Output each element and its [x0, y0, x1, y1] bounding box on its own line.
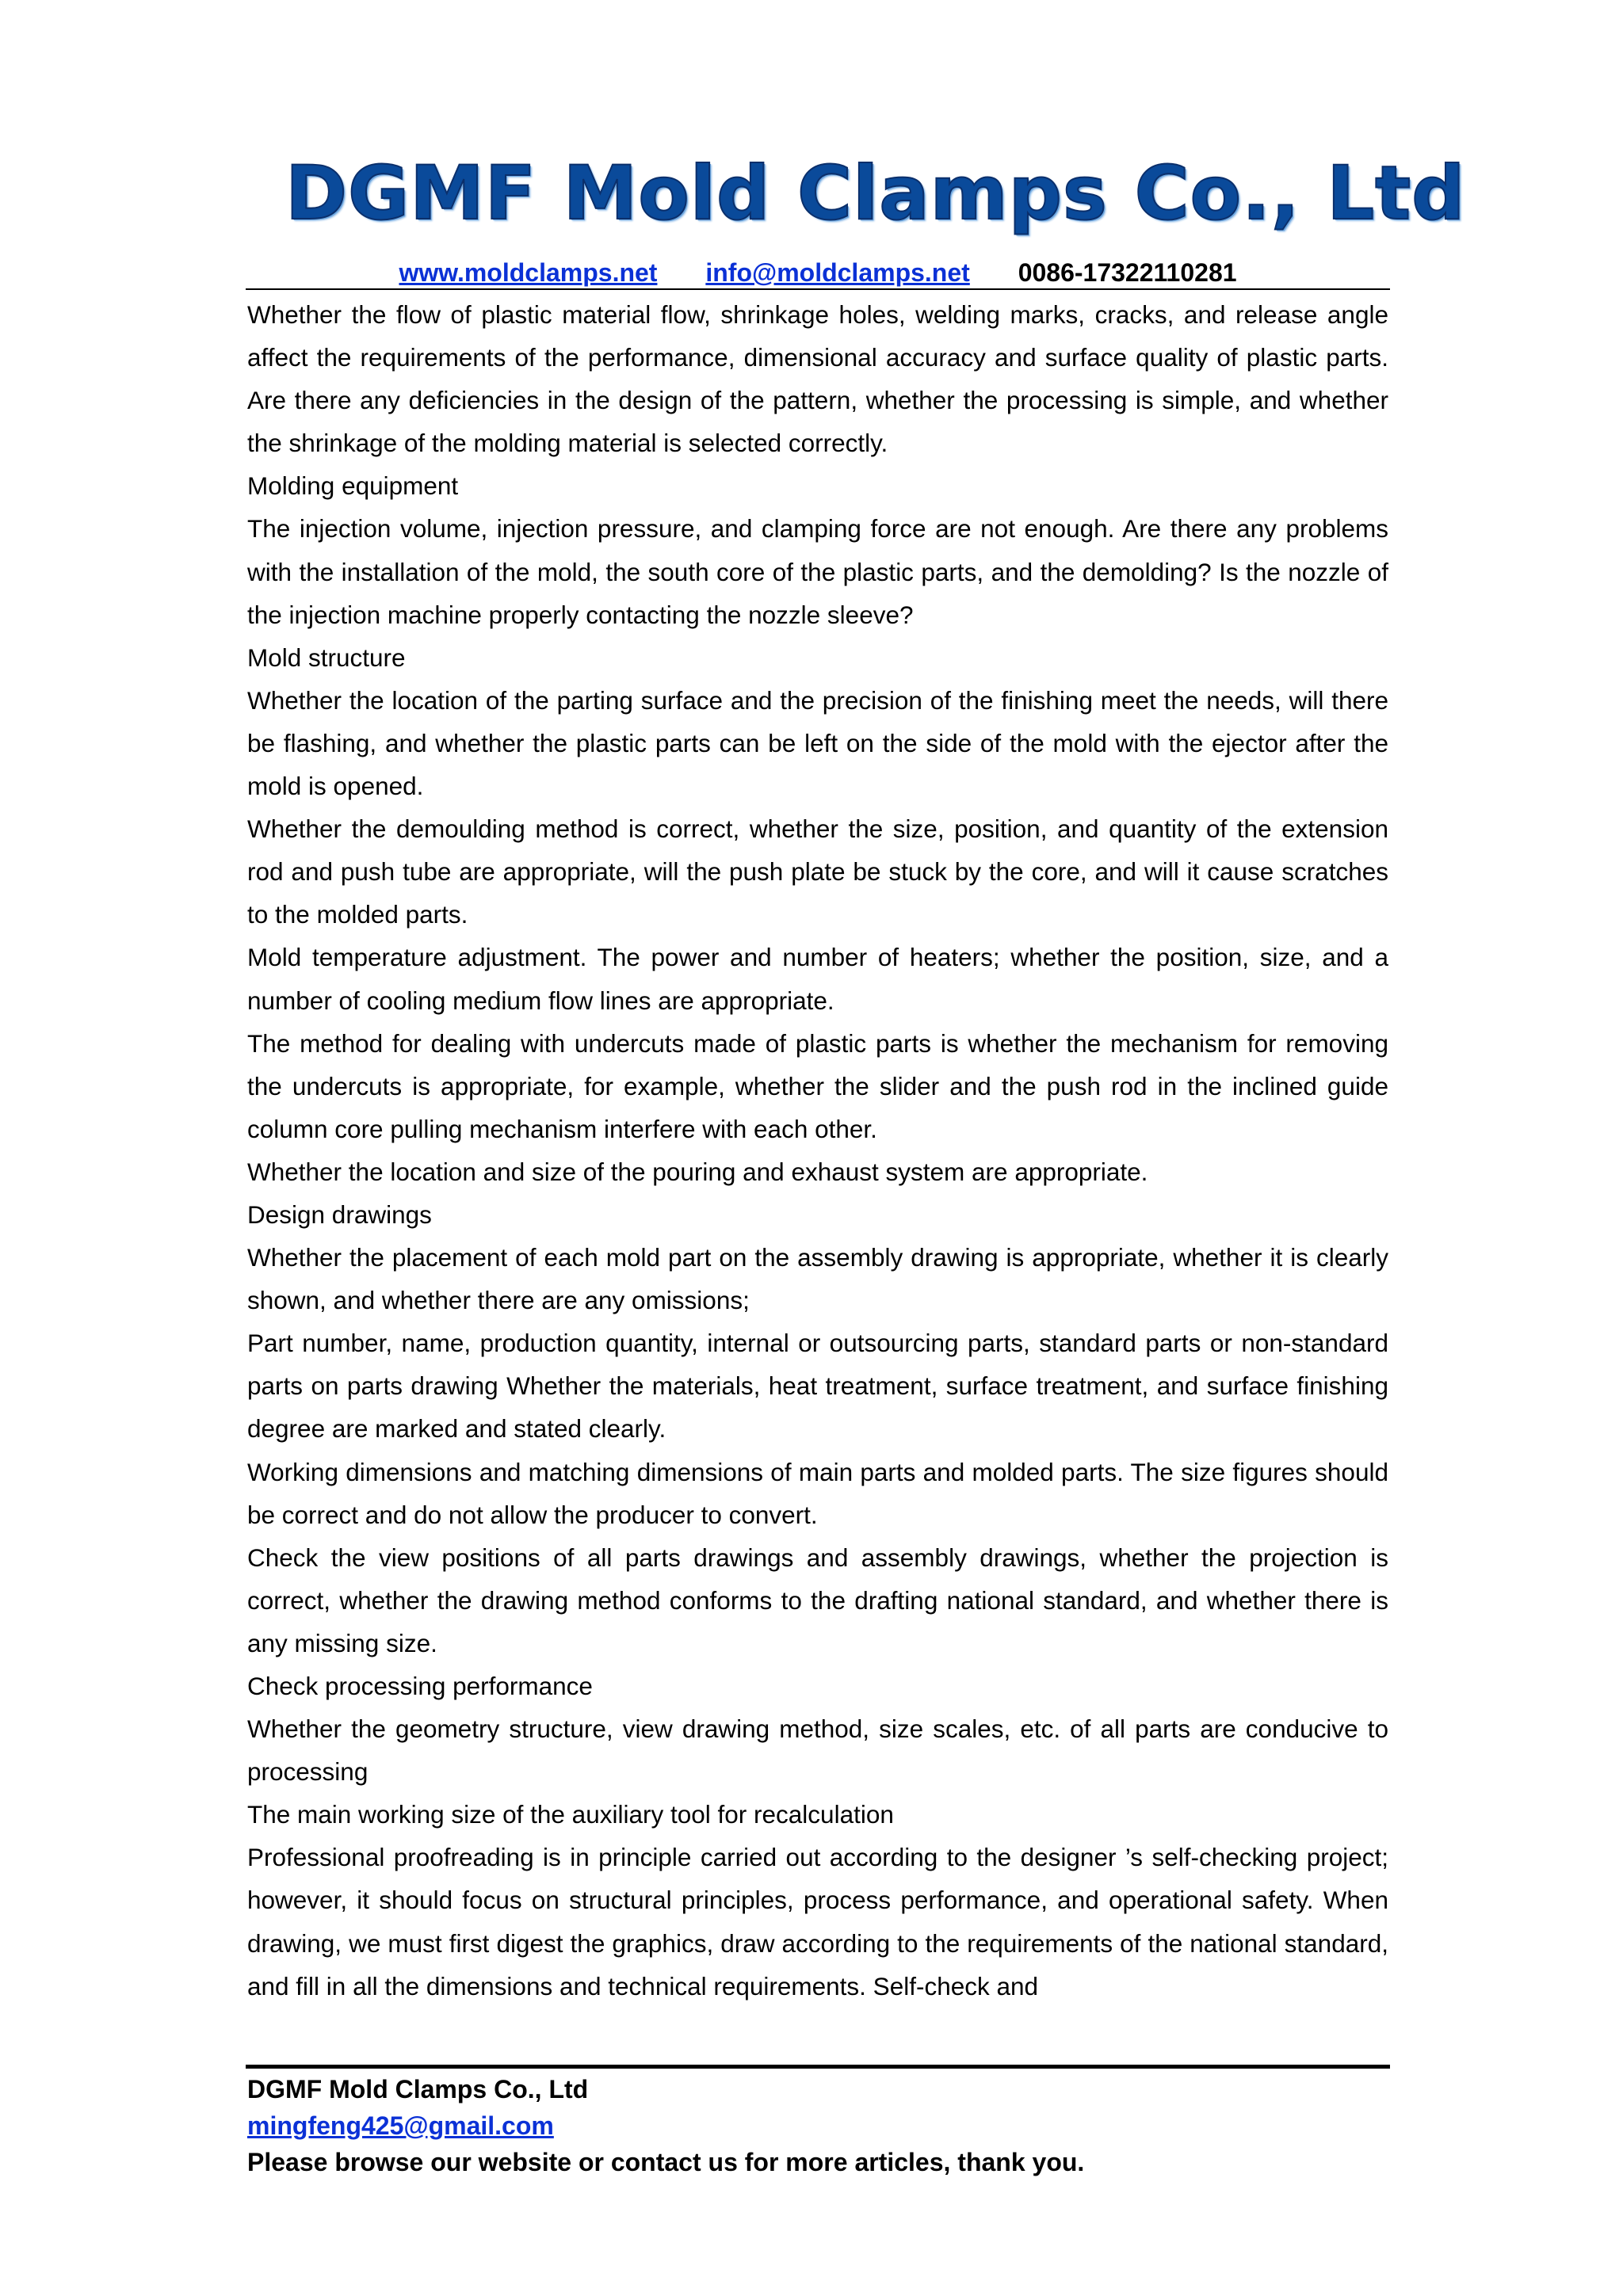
- footer-email-link[interactable]: mingfeng425@gmail.com: [247, 2111, 554, 2140]
- paragraph: Whether the demoulding method is correct, whether the size, position, and quantity of the extension rod and push tube are appropriate, will the push plate be stuck by the core, and will it cause scratches to the molded parts.: [247, 814, 1388, 929]
- paragraph: Whether the location and size of the pouring and exhaust system are appropriate.: [247, 1157, 1148, 1186]
- phone-number: 0086-17322110281: [1018, 258, 1237, 287]
- paragraph: The main working size of the auxiliary tool for recalculation: [247, 1800, 894, 1829]
- footer-note: Please browse our website or contact us for more articles, thank you.: [247, 2148, 1085, 2176]
- paragraph: Mold temperature adjustment. The power and number of heaters; whether the position, size, and a number of cooling medium flow lines are appropriate.: [247, 943, 1388, 1015]
- paragraph: Whether the location of the parting surface and the precision of the finishing meet the needs, will there be flashing, and whether the plastic parts can be left on the side of the mold with the ejector after the mold is opened.: [247, 685, 1388, 801]
- paragraph: The injection volume, injection pressure, and clamping force are not enough. Are there any problems with the installation of the mold, the south core of the plastic parts, and the demolding? Is the nozzle of the injection machine properly contacting the nozzle sleeve?: [247, 514, 1388, 629]
- footer-divider: [246, 2065, 1390, 2069]
- paragraph: Part number, name, production quantity, internal or outsourcing parts, standard parts or non-standard parts on parts drawing Whether the materials, heat treatment, surface treatment, and surface finishing degree are marked and stated clearly.: [247, 1329, 1388, 1444]
- paragraph: Working dimensions and matching dimensions of main parts and molded parts. The size figures should be correct and do not allow the producer to convert.: [247, 1457, 1388, 1529]
- paragraph: The method for dealing with undercuts made of plastic parts is whether the mechanism for removing the undercuts is appropriate, for example, whether the slider and the push rod in the inclined guide column core pulling mechanism interfere with each other.: [247, 1028, 1388, 1143]
- paragraph: Professional proofreading is in principle carried out according to the designer ’s self-checking project; however, it should focus on structural principles, process performance, and operational safety. When drawing, we must first digest the graphics, draw according to the requirements of the national standard, and fill in all the dimensions and technical requirements. Self-check and: [247, 1843, 1388, 2000]
- section-heading: Check processing performance: [247, 1672, 593, 1700]
- section-heading: Design drawings: [247, 1199, 432, 1229]
- paragraph: Whether the placement of each mold part on the assembly drawing is appropriate, whether it is clearly shown, and whether there are any omissions;: [247, 1243, 1388, 1315]
- section-heading: Mold structure: [247, 643, 406, 672]
- header-email-link[interactable]: info@moldclamps.net: [705, 258, 970, 287]
- footer-company-name: DGMF Mold Clamps Co., Ltd: [247, 2075, 589, 2103]
- section-heading: Molding equipment: [247, 471, 459, 501]
- header-contact-line: [246, 255, 1390, 290]
- header-divider: [246, 288, 1390, 290]
- paragraph: Check the view positions of all parts drawings and assembly drawings, whether the projection is correct, whether the drawing method conforms to the drafting national standard, and whether there is any missing size.: [247, 1543, 1388, 1657]
- paragraph: Whether the geometry structure, view drawing method, size scales, etc. of all parts are conducive to processing: [247, 1714, 1388, 1787]
- company-logo: DGMF Mold Clamps Co., Ltd: [285, 151, 1466, 237]
- paragraph: Whether the flow of plastic material flow, shrinkage holes, welding marks, cracks, and release angle affect the requirements of the performance, dimensional accuracy and surface quality of plastic parts. Are there any deficiencies in the design of the pattern, whether the processing is simple, and whether the shrinkage of the molding material is selected correctly.: [247, 300, 1388, 458]
- website-link[interactable]: www.moldclamps.net: [399, 258, 658, 287]
- article-body: [247, 293, 1388, 2008]
- page-footer: [247, 2071, 1388, 2180]
